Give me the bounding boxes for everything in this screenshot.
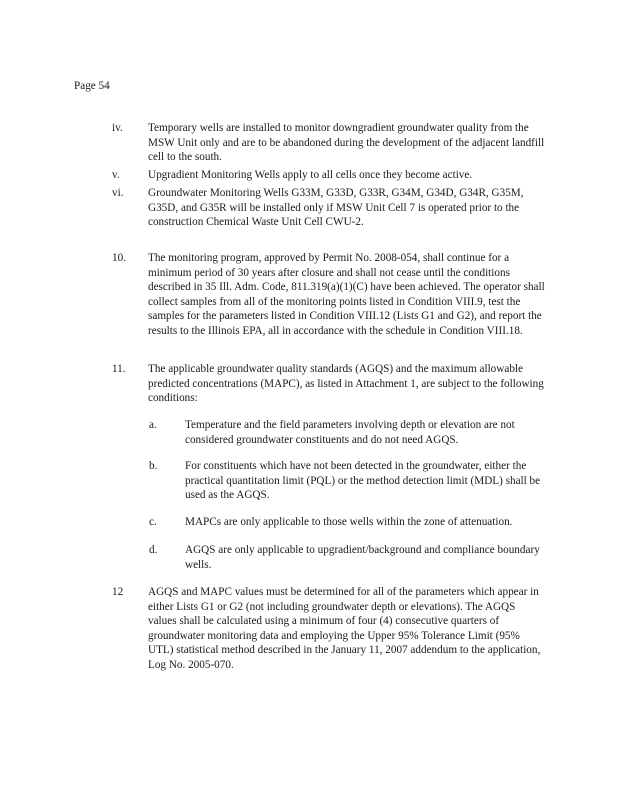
sub-item-text: AGQS are only applicable to upgradient/background and compliance boundary wells. <box>185 544 540 571</box>
sub-item-letter: c. <box>149 516 157 528</box>
page-header: Page 54 <box>74 80 110 92</box>
sub-item-letter: b. <box>149 460 158 472</box>
roman-item-text: Temporary wells are installed to monitor downgradient groundwater quality from the MSW Unit only and are to be abandoned during the development of the adjacent landfill cell to the south. <box>148 122 545 164</box>
condition-text: The monitoring program, approved by Permit No. 2008-054, shall continue for a minimum period of 30 years after closure and shall not cease until the conditions described in 35 Ill. Adm. Code, 811.319(a)(1)(C) have been achieved. The operator shall collect samples from all of the monitoring points listed in Condition VIII.9, test the samples for the parameters listed in Condition VIII.12 (Lists G1 and G2), and report the results to the Illinois EPA, all in accordance with the schedule in Condition VIII.18. <box>148 252 545 337</box>
condition-number: 12 <box>112 586 124 598</box>
sub-item-text: Temperature and the field parameters involving depth or elevation are not considered groundwater constituents and do not need AGQS. <box>185 419 515 446</box>
roman-item-text: Upgradient Monitoring Wells apply to all cells once they become active. <box>148 169 473 181</box>
roman-marker: vi. <box>112 187 124 199</box>
sub-item-text: For constituents which have not been detected in the groundwater, either the practical quantitation limit (PQL) or the method detection limit (MDL) shall be used as the AGQS. <box>185 460 541 502</box>
sub-item-letter: a. <box>149 419 157 431</box>
sub-item-letter: d. <box>149 544 158 556</box>
sub-item-text: MAPCs are only applicable to those wells within the zone of attenuation. <box>185 516 513 528</box>
roman-marker: iv. <box>112 122 123 134</box>
condition-number: 10. <box>112 252 126 264</box>
condition-number: 11. <box>112 363 126 375</box>
condition-text: The applicable groundwater quality standards (AGQS) and the maximum allowable predicted concentrations (MAPC), as listed in Attachment 1, are subject to the following conditions: <box>148 363 544 405</box>
condition-text: AGQS and MAPC values must be determined for all of the parameters which appear in either Lists G1 or G2 (not including groundwater depth or elevations). The AGQS values shall be calculated using a minimum of four (4) consecutive quarters of groundwater monitoring data and employing the Upper 95% Tolerance Limit (95% UTL) statistical method described in the January 11, 2007 addendum to the application, Log No. 2005-070. <box>148 586 541 671</box>
roman-item-text: Groundwater Monitoring Wells G33M, G33D, G33R, G34M, G34D, G34R, G35M, G35D, and G35R will be installed only if MSW Unit Cell 7 is operated prior to the construction Chemical Waste Unit Cell CWU-2. <box>148 187 524 229</box>
roman-marker: v. <box>112 169 120 181</box>
